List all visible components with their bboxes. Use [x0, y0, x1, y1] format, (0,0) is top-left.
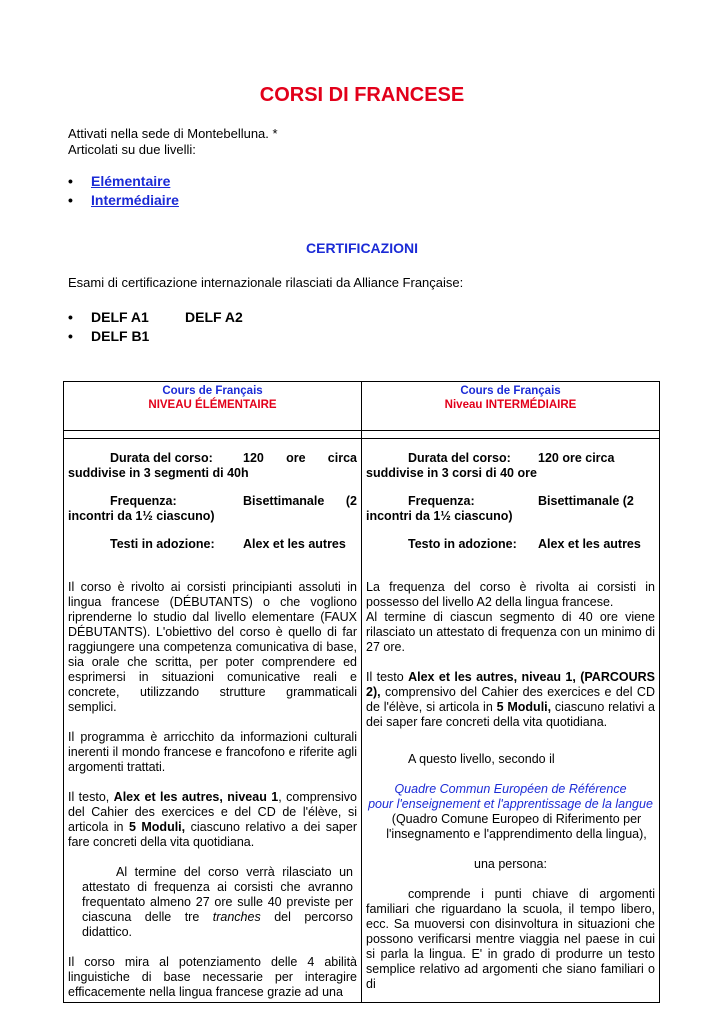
right-durata: Durata del corso: 120 ore circa	[408, 451, 615, 465]
intro-line-1: Attivati nella sede di Montebelluna. *	[68, 126, 278, 141]
table-header-row	[64, 382, 660, 431]
exam-delf-b1: DELF B1	[91, 328, 150, 344]
bullet-icon: •	[68, 309, 73, 325]
left-frequenza: Frequenza: Bisettimanale (2	[110, 494, 357, 508]
left-paragraph-1: Il corso è rivolto ai corsisti principianti assoluti in lingua francese (DÉBUTANTS) o che vogliono riprenderne lo studio dal livello elementare (FAUX DÉBUTANTS). L'obiettivo del corso è quello di far raggiungere una competenza comunicativa di base, sia orale che scritta, per poter comprendere ed esprimersi in situazioni comunicative reali e concrete, utilizzando strutture grammaticali semplici.	[68, 580, 357, 714]
right-course-details	[362, 439, 660, 1003]
left-testi: Testi in adozione: Alex et les autres	[110, 537, 346, 551]
left-paragraph-4: Al termine del corso verrà rilasciato un attestato di frequenza ai corsisti che avranno frequentato almeno 27 ore sulle 40 previste per ciascuna delle tre tranches del percorso didattico.	[82, 865, 353, 939]
exam-delf-a1: DELF A1	[91, 309, 149, 325]
right-head-line-2: Niveau INTERMÉDIAIRE	[444, 399, 577, 411]
left-head-line-2: NIVEAU ÉLÉMENTAIRE	[148, 399, 277, 411]
left-durata: Durata del corso: 120 ore circa	[110, 451, 357, 465]
right-paragraph-5: comprende i punti chiave di argomenti familiari che riguardano la scuola, il tempo libero, ecc. Sa muoversi con disinvoltura in situazioni che possono verificarsi mentre viaggia nel paese in cui si parla la lingua. E' in grado di produrre un testo semplice relativo ad argomenti che siano familiari o di	[366, 887, 655, 991]
levels-list	[68, 172, 179, 210]
exams-list	[68, 308, 243, 346]
link-intermediaire[interactable]: Intermédiaire	[91, 192, 179, 208]
right-frequenza-cont: incontri da 1½ ciascuno)	[366, 509, 513, 523]
right-paragraph-4: A questo livello, secondo il	[408, 752, 555, 766]
list-item	[68, 308, 243, 327]
right-paragraph-1: La frequenza del corso è rivolta ai corsisti in possesso del livello A2 della lingua francese.	[366, 580, 655, 609]
right-durata-cont: suddivise in 3 corsi di 40 ore	[366, 466, 537, 480]
header-intermediaire	[362, 382, 660, 431]
right-paragraph-2: Al termine di ciascun segmento di 40 ore viene rilasciato un attestato di frequenza con un minimo di 27 ore.	[366, 610, 655, 654]
left-frequenza-cont: incontri da 1½ ciascuno)	[68, 509, 215, 523]
left-durata-cont: suddivise in 3 segmenti di 40h	[68, 466, 249, 480]
section-heading-certificazioni: CERTIFICAZIONI	[306, 240, 418, 256]
intro-line-2: Articolati su due livelli:	[68, 142, 196, 157]
left-course-details	[64, 439, 362, 1003]
right-paragraph-3: Il testo Alex et les autres, niveau 1, (PARCOURS 2), comprensivo del Cahier des exercices e del CD de l'élève, si articola in 5 Moduli, ciascuno relativi a dei saper fare concreti della vita quotidiana.	[366, 670, 655, 729]
intro-text	[68, 126, 278, 158]
left-paragraph-5: Il corso mira al potenziamento delle 4 abilità linguistiche di base necessarie per interagire efficacemente nella lingua francese grazie ad una	[68, 955, 357, 999]
cecr-title-line-1: Quadre Commun Européen de Référence	[394, 782, 627, 796]
cert-intro: Esami di certificazione internazionale rilasciati da Alliance Française:	[68, 275, 464, 290]
bullet-icon: •	[68, 173, 73, 189]
left-head-line-1: Cours de Français	[162, 385, 263, 397]
left-paragraph-3: Il testo, Alex et les autres, niveau 1, comprensivo del Cahier des exercices e del CD de l'élève, si articola in 5 Moduli, ciascuno relativo a dei saper fare concreti della vita quotidiana.	[68, 790, 357, 849]
cecr-title-line-2: pour l'enseignement et l'apprentissage de la langue	[368, 797, 653, 811]
link-elementaire[interactable]: Elémentaire	[91, 173, 171, 189]
persona-label: una persona:	[474, 857, 547, 871]
table-body-row	[64, 439, 660, 1003]
right-head-line-1: Cours de Français	[460, 385, 561, 397]
exam-delf-a2: DELF A2	[185, 309, 243, 325]
list-item	[68, 327, 243, 346]
qcer-note: (Quadro Comune Europeo di Riferimento per l'insegnamento e l'apprendimento della lingua),	[386, 812, 647, 841]
right-frequenza: Frequenza: Bisettimanale (2	[408, 494, 634, 508]
bullet-icon: •	[68, 192, 73, 208]
list-item	[68, 172, 179, 191]
list-item	[68, 191, 179, 210]
bullet-icon: •	[68, 328, 73, 344]
left-paragraph-2: Il programma è arricchito da informazioni culturali inerenti il mondo francese e francofono e riferite agli argomenti trattati.	[68, 730, 357, 774]
header-elementaire	[64, 382, 362, 431]
right-testo: Testo in adozione: Alex et les autres	[408, 537, 641, 551]
courses-table	[63, 381, 660, 1003]
page-title: CORSI DI FRANCESE	[259, 84, 465, 106]
table-spacer-row	[64, 431, 660, 439]
